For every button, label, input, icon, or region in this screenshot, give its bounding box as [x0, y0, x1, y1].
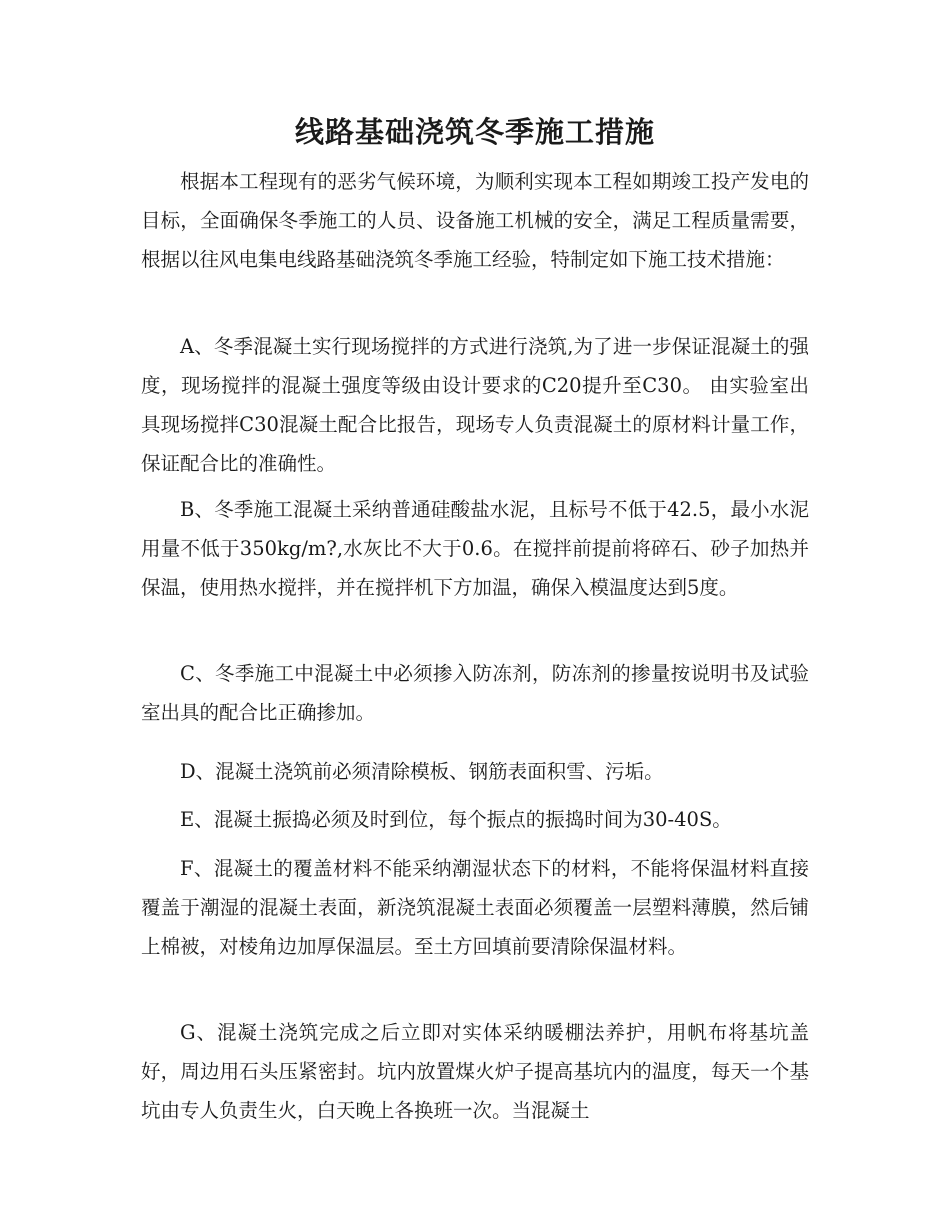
document-title: 线路基础浇筑冬季施工措施	[294, 115, 655, 149]
measure-c-paragraph: C、冬季施工中混凝土中必须掺入防冻剂，防冻剂的掺量按说明书及试验室出具的配合比正确掺加。	[141, 662, 809, 724]
measure-a-paragraph: A、冬季混凝土实行现场搅拌的方式进行浇筑,为了进一步保证混凝土的强度，现场搅拌的混凝土强度等级由设计要求的C20提升至C30。 由实验室出具现场搅拌C30混凝土配合比报告，现场专人负责混凝土的原材料计量工作，保证配合比的准确性。	[141, 335, 809, 475]
intro-paragraph: 根据本工程现有的恶劣气候环境，为顺利实现本工程如期竣工投产发电的目标，全面确保冬季施工的人员、设备施工机械的安全，满足工程质量需要，根据以往风电集电线路基础浇筑冬季施工经验，特制定如下施工技术措施：	[141, 170, 809, 271]
measure-g-paragraph: G、混凝土浇筑完成之后立即对实体采纳暖棚法养护，用帆布将基坑盖好，周边用石头压紧密封。坑内放置煤火炉子提高基坑内的温度，每天一个基坑由专人负责生火，白天晚上各换班一次。当混凝土	[141, 1021, 809, 1122]
measure-f-paragraph: F、混凝土的覆盖材料不能采纳潮湿状态下的材料，不能将保温材料直接覆盖于潮湿的混凝土表面，新浇筑混凝土表面必须覆盖一层塑料薄膜，然后铺上棉被，对棱角边加厚保温层。至土方回填前要清除保温材料。	[141, 857, 809, 958]
measure-d-paragraph: D、混凝土浇筑前必须清除模板、钢筋表面积雪、污垢。	[180, 760, 664, 783]
measure-e-paragraph: E、混凝土振捣必须及时到位，每个振点的振捣时间为30-40S。	[180, 808, 732, 831]
measure-b-paragraph: B、冬季施工混凝土采纳普通硅酸盐水泥，且标号不低于42.5，最小水泥用量不低于350kg/m?,水灰比不大于0.6。在搅拌前提前将碎石、砂子加热并保温，使用热水搅拌，并在搅拌机下方加温，确保入模温度达到5度。	[141, 498, 809, 599]
